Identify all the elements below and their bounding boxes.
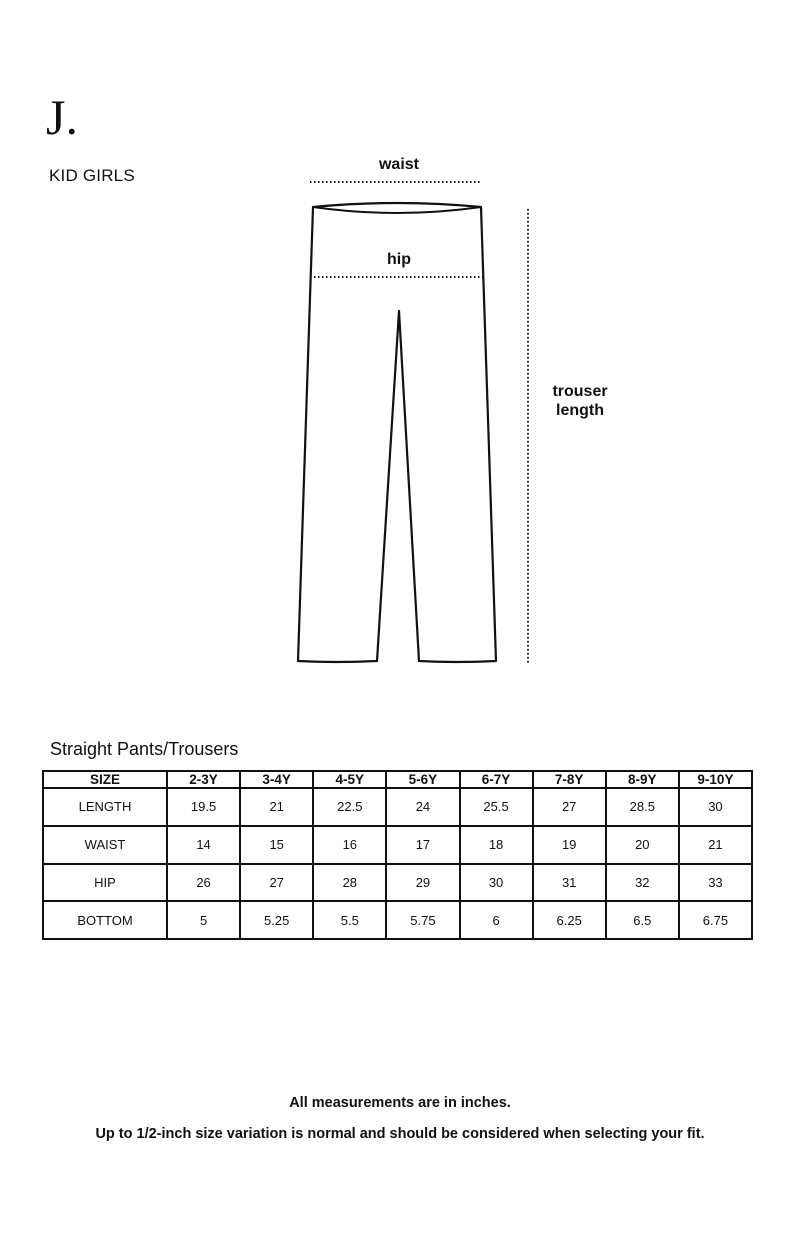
table-cell: LENGTH <box>43 788 167 826</box>
table-cell: 18 <box>460 826 533 864</box>
waistband-curve <box>313 207 481 213</box>
table-cell: 5.75 <box>386 901 459 939</box>
measurement-unit-note: All measurements are in inches. <box>289 1095 511 1111</box>
table-cell: BOTTOM <box>43 901 167 939</box>
table-cell: 6.5 <box>606 901 679 939</box>
table-row-hip <box>43 864 752 902</box>
trouser-length-label-line2: length <box>556 402 604 419</box>
header-6-7y: 6-7Y <box>460 771 533 788</box>
size-variation-note: Up to 1/2-inch size variation is normal and should be considered when selecting your fit. <box>95 1126 705 1142</box>
table-cell: 17 <box>386 826 459 864</box>
trouser-outline <box>298 203 496 662</box>
table-header-row <box>43 771 752 788</box>
header-3-4y: 3-4Y <box>240 771 313 788</box>
header-9-10y: 9-10Y <box>679 771 752 788</box>
table-cell: 6.25 <box>533 901 606 939</box>
header-8-9y: 8-9Y <box>606 771 679 788</box>
table-cell: 27 <box>533 788 606 826</box>
table-cell: 25.5 <box>460 788 533 826</box>
trouser-length-label <box>540 382 620 420</box>
table-cell: HIP <box>43 864 167 902</box>
table-cell: 26 <box>167 864 240 902</box>
header-4-5y: 4-5Y <box>313 771 386 788</box>
trouser-length-label-line1: trouser <box>552 383 608 400</box>
table-cell: 21 <box>240 788 313 826</box>
hip-label: hip <box>387 251 411 268</box>
table-row-waist <box>43 826 752 864</box>
table-cell: 5 <box>167 901 240 939</box>
header-5-6y: 5-6Y <box>386 771 459 788</box>
table-cell: 33 <box>679 864 752 902</box>
brand-logo: J. <box>46 89 78 145</box>
table-cell: 19.5 <box>167 788 240 826</box>
size-chart-table <box>42 770 753 940</box>
table-cell: 21 <box>679 826 752 864</box>
table-row-length <box>43 788 752 826</box>
header-2-3y: 2-3Y <box>167 771 240 788</box>
table-cell: WAIST <box>43 826 167 864</box>
table-cell: 22.5 <box>313 788 386 826</box>
table-cell: 6 <box>460 901 533 939</box>
table-cell: 5.5 <box>313 901 386 939</box>
header-7-8y: 7-8Y <box>533 771 606 788</box>
table-cell: 19 <box>533 826 606 864</box>
table-cell: 16 <box>313 826 386 864</box>
table-cell: 29 <box>386 864 459 902</box>
header-size: SIZE <box>43 771 167 788</box>
table-cell: 20 <box>606 826 679 864</box>
table-cell: 28 <box>313 864 386 902</box>
size-table-title: Straight Pants/Trousers <box>50 739 239 759</box>
table-cell: 30 <box>460 864 533 902</box>
table-cell: 30 <box>679 788 752 826</box>
table-row-bottom <box>43 901 752 939</box>
category-label: KID GIRLS <box>49 166 135 185</box>
waist-label: waist <box>378 156 419 173</box>
table-cell: 5.25 <box>240 901 313 939</box>
table-cell: 6.75 <box>679 901 752 939</box>
table-cell: 24 <box>386 788 459 826</box>
table-cell: 28.5 <box>606 788 679 826</box>
table-cell: 15 <box>240 826 313 864</box>
table-cell: 14 <box>167 826 240 864</box>
table-cell: 32 <box>606 864 679 902</box>
table-cell: 27 <box>240 864 313 902</box>
table-cell: 31 <box>533 864 606 902</box>
